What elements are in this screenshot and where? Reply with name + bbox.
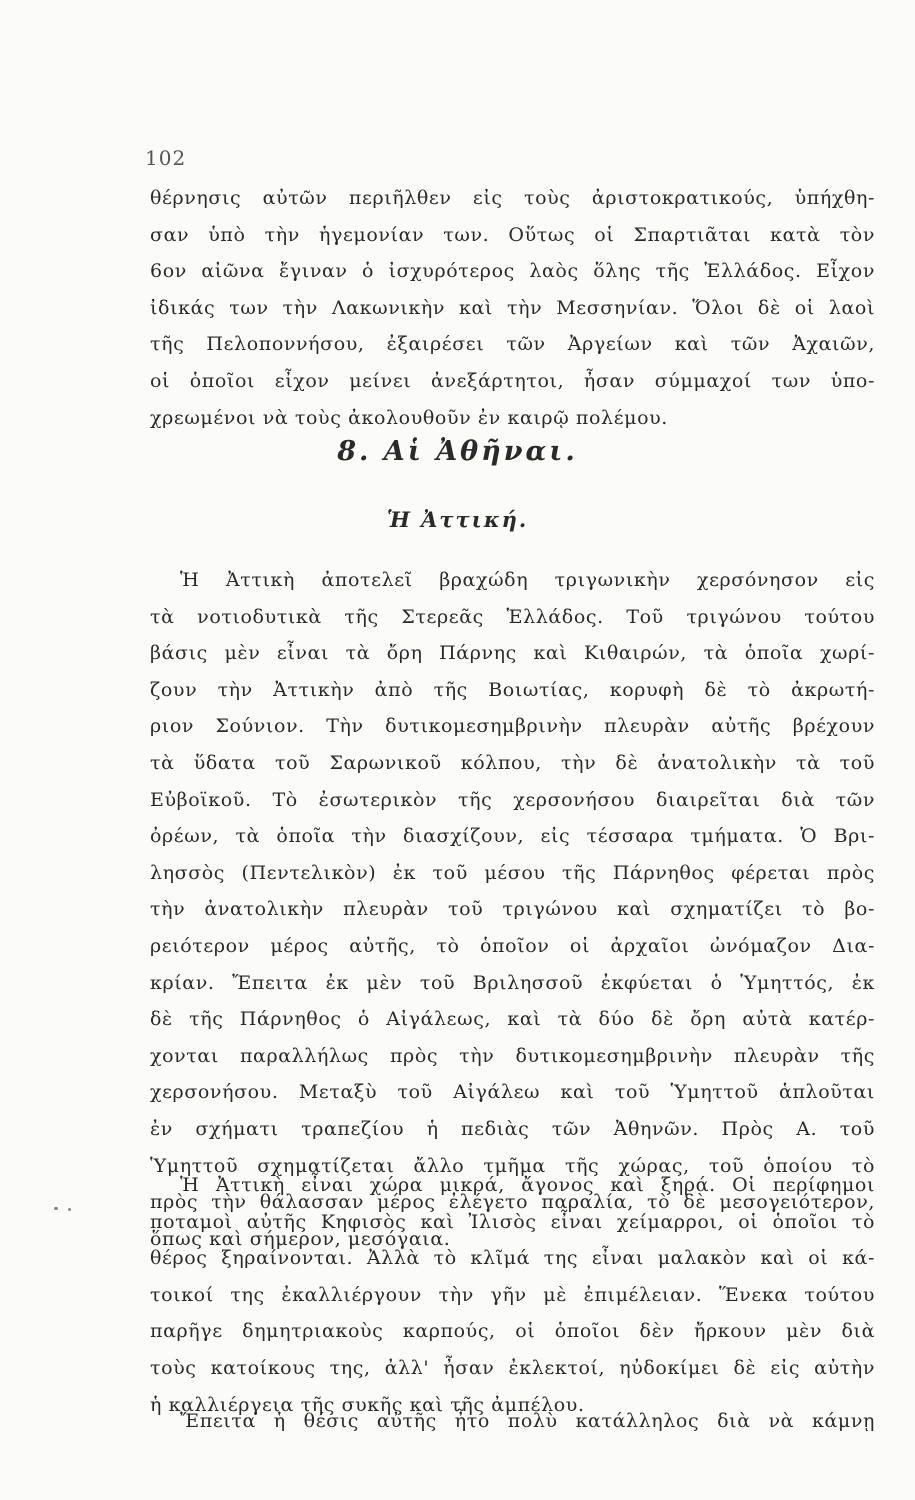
print-speck <box>54 1207 58 1210</box>
text-line: ὅπως καὶ σήμερον, μεσόγαια. <box>150 1227 451 1250</box>
text-line: τοὺς κατοίκους της, ἀλλ' ἦσαν ἐκλεκτοί, ηὐδοκίμει δὲ εἰς αὐτὴν <box>150 1356 875 1379</box>
section-heading: 8. Αἱ Ἀθῆναι. <box>337 436 578 467</box>
subsection-heading: Ἡ Ἀττική. <box>386 507 529 532</box>
text-line: λησσὸς (Πεντελικὸν) ἐκ τοῦ μέσου τῆς Πάρνηθος φέρεται πρὸς <box>150 861 875 884</box>
text-line: τὰ νοτιοδυτικὰ τῆς Στερεᾶς Ἑλλάδος. Τοῦ τριγώνου τούτου <box>150 605 875 628</box>
print-speck <box>68 1208 71 1211</box>
text-line: ἐν σχήματι τραπεζίου ἡ πεδιὰς τῶν Ἀθηνῶν. Πρὸς Α. τοῦ <box>150 1117 875 1140</box>
text-line: ζουν τὴν Ἀττικὴν ἀπὸ τῆς Βοιωτίας, κορυφὴ δὲ τὸ ἀκρωτή- <box>150 678 875 701</box>
text-line: ἡ καλλιέργεια τῆς συκῆς καὶ τῆς ἀμπέλου. <box>150 1393 585 1416</box>
text-line: ρειότερον μέρος αὐτῆς, τὸ ὁποῖον οἱ ἀρχαῖοι ὠνόμαζον Δια- <box>150 934 875 957</box>
text-line: ὀρέων, τὰ ὁποῖα τὴν διασχίζουν, εἰς τέσσαρα τμήματα. Ὁ Βρι- <box>150 825 875 848</box>
text-line: Ἡ Ἀττικὴ εἶναι χώρα μικρά, ἄγονος καὶ ξηρά. Οἱ περίφημοι <box>180 1174 875 1196</box>
text-line: τῆς Πελοποννήσου, ἐξαιρέσει τῶν Ἀργείων καὶ τῶν Ἀχαιῶν, <box>150 333 875 356</box>
text-line: δὲ τῆς Πάρνηθος ὁ Αἰγάλεως, καὶ τὰ δύο δὲ ὄρη αὐτὰ κατέρ- <box>150 1008 875 1031</box>
text-line: Ὑμηττοῦ σχηματίζεται ἄλλο τμῆμα τῆς χώρας, τοῦ ὁποίου τὸ <box>150 1154 875 1177</box>
text-line: βάσις μὲν εἶναι τὰ ὄρη Πάρνης καὶ Κιθαιρών, τὰ ὁποῖα χωρί- <box>150 642 875 665</box>
paragraph-1 <box>150 180 875 436</box>
page-number: 102 <box>145 146 187 170</box>
text-line: χερσονήσου. Μεταξὺ τοῦ Αἰγάλεω καὶ τοῦ Ὑμηττοῦ ἁπλοῦται <box>150 1081 875 1104</box>
text-line: κρίαν. Ἔπειτα ἐκ μὲν τοῦ Βριλησσοῦ ἐκφύεται ὁ Ὑμηττός, ἐκ <box>150 971 875 994</box>
paragraph-4 <box>150 1403 875 1440</box>
text-line: σαν ὑπὸ τὴν ἡγεμονίαν των. Οὕτως οἱ Σπαρτιᾶται κατὰ τὸν <box>150 223 875 246</box>
text-line: χρεωμένοι νὰ τοὺς ἀκολουθοῦν ἐν καιρῷ πολέμου. <box>150 406 668 429</box>
text-line: Ἡ Ἀττικὴ ἀποτελεῖ βραχώδη τριγωνικὴν χερσόνησον εἰς <box>180 569 875 591</box>
paragraph-3 <box>150 1167 875 1423</box>
text-line: 6ον αἰῶνα ἔγιναν ὁ ἰσχυρότερος λαὸς ὅλης τῆς Ἑλλάδος. Εἶχον <box>150 260 875 283</box>
text-line: Εὐβοϊκοῦ. Τὸ ἐσωτερικὸν τῆς χερσονήσου διαιρεῖται διὰ τῶν <box>150 788 875 811</box>
text-line: πρὸς τὴν θάλασσαν μέρος ἐλέγετο παραλία, τὸ δὲ μεσογειότερον, <box>150 1191 875 1214</box>
paragraph-2 <box>150 562 875 1257</box>
text-line: ριον Σούνιον. Τὴν δυτικομεσημβρινὴν πλευρὰν αὐτῆς βρέχουν <box>150 715 875 738</box>
text-line: ποταμοὶ αὐτῆς Κηφισὸς καὶ Ἰλισὸς εἶναι χείμαρροι, οἱ ὁποῖοι τὸ <box>150 1210 875 1233</box>
text-line: οἱ ὁποῖοι εἶχον μείνει ἀνεξάρτητοι, ἦσαν σύμμαχοί των ὑπο- <box>150 369 875 392</box>
text-line: Ἔπειτα ἡ θέσις αὐτῆς ἦτο πολὺ κατάλληλος διὰ νὰ κάμνῃ <box>180 1410 875 1432</box>
text-line: θέρνησις αὐτῶν περιῆλθεν εἰς τοὺς ἀριστοκρατικούς, ὑπήχθη- <box>150 187 875 209</box>
text-line: παρῆγε δημητριακοὺς καρπούς, οἱ ὁποῖοι δὲν ἤρκουν μὲν διὰ <box>150 1320 875 1343</box>
text-line: τοικοί της ἐκαλλιέργουν τὴν γῆν μὲ ἐπιμέλειαν. Ἕνεκα τούτου <box>150 1283 875 1306</box>
text-line: χονται παραλλήλως πρὸς τὴν δυτικομεσημβρινὴν πλευρὰν τῆς <box>150 1044 875 1067</box>
text-line: θέρος ξηραίνονται. Ἀλλὰ τὸ κλῖμά της εἶναι μαλακὸν καὶ οἱ κά- <box>150 1247 875 1270</box>
text-line: τὴν ἀνατολικὴν πλευρὰν τοῦ τριγώνου καὶ σχηματίζει τὸ βο- <box>150 898 875 921</box>
text-line: τὰ ὕδατα τοῦ Σαρωνικοῦ κόλπου, τὴν δὲ ἀνατολικὴν τὰ τοῦ <box>150 751 875 774</box>
text-line: ἰδικάς των τὴν Λακωνικὴν καὶ τὴν Μεσσηνίαν. Ὅλοι δὲ οἱ λαοὶ <box>150 296 875 319</box>
